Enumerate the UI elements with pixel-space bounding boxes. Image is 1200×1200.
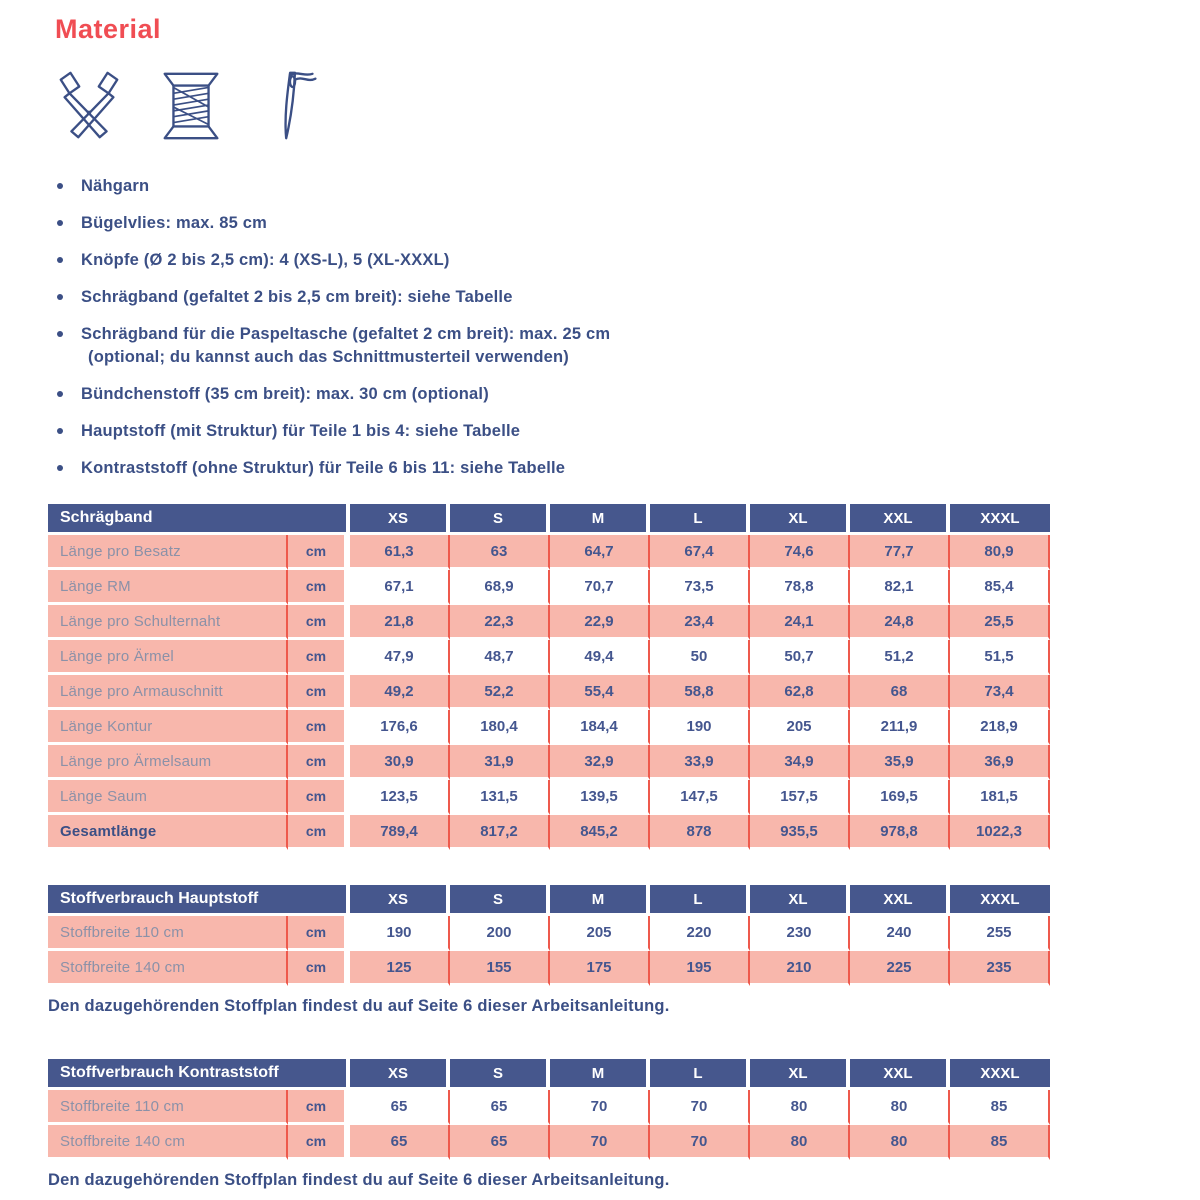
size-header-cell: XS: [350, 1059, 450, 1090]
list-item-text-line2: (optional; du kannst auch das Schnittmusterteil verwenden): [88, 348, 569, 366]
table-title-cell: Stoffverbrauch Kontraststoff: [48, 1059, 350, 1090]
row-label-cell: Länge Saum: [48, 780, 288, 815]
value-cell: 125: [350, 951, 450, 986]
value-cell: 30,9: [350, 745, 450, 780]
value-cell: 230: [750, 916, 850, 951]
value-cell: 50,7: [750, 640, 850, 675]
size-header-cell: S: [450, 504, 550, 535]
size-header-cell: XXL: [850, 1059, 950, 1090]
size-header-cell: XXXL: [950, 885, 1050, 916]
value-cell: 235: [950, 951, 1050, 986]
value-cell: 878: [650, 815, 750, 850]
value-cell: 62,8: [750, 675, 850, 710]
table-row: [48, 916, 1050, 951]
value-cell: 80: [750, 1090, 850, 1125]
bullet-dot-icon: [57, 465, 63, 471]
value-cell: 63: [450, 535, 550, 570]
value-cell: 58,8: [650, 675, 750, 710]
value-cell: 21,8: [350, 605, 450, 640]
value-cell: 61,3: [350, 535, 450, 570]
schraegband-table: [48, 504, 1050, 850]
value-cell: 22,3: [450, 605, 550, 640]
unit-cell: cm: [288, 640, 350, 675]
value-cell: 74,6: [750, 535, 850, 570]
row-label-cell: Stoffbreite 140 cm: [48, 951, 288, 986]
table-row: [48, 535, 1050, 570]
value-cell: 85: [950, 1090, 1050, 1125]
list-item: [48, 286, 1200, 309]
list-item: [48, 175, 1200, 198]
value-cell: 218,9: [950, 710, 1050, 745]
list-item-text: Bügelvlies: max. 85 cm: [81, 214, 267, 232]
size-header-cell: M: [550, 504, 650, 535]
value-cell: 180,4: [450, 710, 550, 745]
value-cell: 22,9: [550, 605, 650, 640]
unit-cell: cm: [288, 570, 350, 605]
value-cell: 181,5: [950, 780, 1050, 815]
stoffplan-note: Den dazugehörenden Stoffplan findest du auf Seite 6 dieser Arbeitsanleitung.: [48, 997, 670, 1015]
size-header-cell: M: [550, 885, 650, 916]
value-cell: 49,2: [350, 675, 450, 710]
table-row: [48, 815, 1050, 850]
unit-cell: cm: [288, 780, 350, 815]
row-label-cell: Stoffbreite 140 cm: [48, 1125, 288, 1160]
value-cell: 817,2: [450, 815, 550, 850]
size-header-cell: XXL: [850, 885, 950, 916]
list-item: [48, 420, 1200, 443]
unit-cell: cm: [288, 1125, 350, 1160]
row-label-cell: Länge pro Besatz: [48, 535, 288, 570]
value-cell: 147,5: [650, 780, 750, 815]
value-cell: 176,6: [350, 710, 450, 745]
material-icons-row: [50, 67, 1200, 145]
value-cell: 49,4: [550, 640, 650, 675]
row-label-cell: Länge pro Ärmel: [48, 640, 288, 675]
value-cell: 210: [750, 951, 850, 986]
value-cell: 48,7: [450, 640, 550, 675]
value-cell: 205: [550, 916, 650, 951]
row-label-cell: Gesamtlänge: [48, 815, 288, 850]
unit-cell: cm: [288, 675, 350, 710]
value-cell: 68,9: [450, 570, 550, 605]
value-cell: 80: [750, 1125, 850, 1160]
value-cell: 80: [850, 1125, 950, 1160]
stoffverbrauch-hauptstoff-table: [48, 885, 1050, 986]
value-cell: 65: [450, 1125, 550, 1160]
list-item-text: Schrägband (gefaltet 2 bis 2,5 cm breit): siehe Tabelle: [81, 288, 513, 306]
unit-cell: cm: [288, 745, 350, 780]
value-cell: 139,5: [550, 780, 650, 815]
list-item-text: Schrägband für die Paspeltasche (gefaltet 2 cm breit): max. 25 cm: [81, 325, 611, 343]
value-cell: 24,1: [750, 605, 850, 640]
value-cell: 25,5: [950, 605, 1050, 640]
value-cell: 70: [650, 1125, 750, 1160]
row-label-cell: Stoffbreite 110 cm: [48, 1090, 288, 1125]
table-row: [48, 605, 1050, 640]
value-cell: 33,9: [650, 745, 750, 780]
bullet-dot-icon: [57, 257, 63, 263]
value-cell: 225: [850, 951, 950, 986]
size-header-cell: XL: [750, 885, 850, 916]
table-title-cell: Schrägband: [48, 504, 350, 535]
row-label-cell: Länge Kontur: [48, 710, 288, 745]
bullet-dot-icon: [57, 428, 63, 434]
value-cell: 55,4: [550, 675, 650, 710]
table-row: [48, 1090, 1050, 1125]
stoffplan-note: Den dazugehörenden Stoffplan findest du auf Seite 6 dieser Arbeitsanleitung.: [48, 1171, 670, 1189]
material-list: [48, 175, 1200, 480]
value-cell: 24,8: [850, 605, 950, 640]
value-cell: 155: [450, 951, 550, 986]
bullet-dot-icon: [57, 183, 63, 189]
bullet-dot-icon: [57, 331, 63, 337]
value-cell: 50: [650, 640, 750, 675]
stoffverbrauch-kontraststoff-table: [48, 1059, 1050, 1160]
value-cell: 205: [750, 710, 850, 745]
unit-cell: cm: [288, 815, 350, 850]
list-item: [48, 383, 1200, 406]
table-row: [48, 745, 1050, 780]
value-cell: 77,7: [850, 535, 950, 570]
value-cell: 195: [650, 951, 750, 986]
row-label-cell: Länge pro Schulternaht: [48, 605, 288, 640]
size-header-cell: L: [650, 885, 750, 916]
size-header-cell: M: [550, 1059, 650, 1090]
row-label-cell: Stoffbreite 110 cm: [48, 916, 288, 951]
value-cell: 82,1: [850, 570, 950, 605]
value-cell: 32,9: [550, 745, 650, 780]
list-item-text: Bündchenstoff (35 cm breit): max. 30 cm (optional): [81, 385, 489, 403]
value-cell: 67,1: [350, 570, 450, 605]
value-cell: 845,2: [550, 815, 650, 850]
value-cell: 31,9: [450, 745, 550, 780]
value-cell: 64,7: [550, 535, 650, 570]
value-cell: 52,2: [450, 675, 550, 710]
list-item-text: Nähgarn: [81, 177, 150, 195]
list-item: [48, 457, 1200, 480]
value-cell: 70: [550, 1125, 650, 1160]
value-cell: 211,9: [850, 710, 950, 745]
value-cell: 190: [650, 710, 750, 745]
value-cell: 65: [450, 1090, 550, 1125]
size-header-cell: L: [650, 1059, 750, 1090]
row-label-cell: Länge RM: [48, 570, 288, 605]
value-cell: 175: [550, 951, 650, 986]
table-row: [48, 570, 1050, 605]
value-cell: 70: [650, 1090, 750, 1125]
value-cell: 184,4: [550, 710, 650, 745]
value-cell: 65: [350, 1125, 450, 1160]
unit-cell: cm: [288, 535, 350, 570]
list-item: [48, 323, 1200, 369]
table-row: [48, 640, 1050, 675]
list-item-text: Knöpfe (Ø 2 bis 2,5 cm): 4 (XS-L), 5 (XL-XXXL): [81, 251, 450, 269]
size-header-cell: XS: [350, 504, 450, 535]
bullet-dot-icon: [57, 294, 63, 300]
row-label-cell: Länge pro Ärmelsaum: [48, 745, 288, 780]
list-item: [48, 212, 1200, 235]
unit-cell: cm: [288, 916, 350, 951]
value-cell: 85,4: [950, 570, 1050, 605]
size-header-cell: XXXL: [950, 504, 1050, 535]
value-cell: 65: [350, 1090, 450, 1125]
size-header-cell: S: [450, 885, 550, 916]
value-cell: 80: [850, 1090, 950, 1125]
size-header-cell: XL: [750, 504, 850, 535]
unit-cell: cm: [288, 951, 350, 986]
bullet-dot-icon: [57, 220, 63, 226]
table-title-cell: Stoffverbrauch Hauptstoff: [48, 885, 350, 916]
bullet-dot-icon: [57, 391, 63, 397]
page-title: Material: [55, 14, 162, 44]
size-header-cell: L: [650, 504, 750, 535]
value-cell: 78,8: [750, 570, 850, 605]
value-cell: 80,9: [950, 535, 1050, 570]
value-cell: 85: [950, 1125, 1050, 1160]
value-cell: 935,5: [750, 815, 850, 850]
value-cell: 36,9: [950, 745, 1050, 780]
table-row: [48, 1125, 1050, 1160]
list-item-text: Kontraststoff (ohne Struktur) für Teile 6 bis 11: siehe Tabelle: [81, 459, 566, 477]
value-cell: 73,5: [650, 570, 750, 605]
value-cell: 67,4: [650, 535, 750, 570]
value-cell: 123,5: [350, 780, 450, 815]
size-header-cell: XXL: [850, 504, 950, 535]
unit-cell: cm: [288, 710, 350, 745]
thread-spool-icon: [152, 67, 230, 145]
table-row: [48, 710, 1050, 745]
table-row: [48, 675, 1050, 710]
size-header-cell: XXXL: [950, 1059, 1050, 1090]
value-cell: 70: [550, 1090, 650, 1125]
list-item: [48, 249, 1200, 272]
needle-icon: [254, 67, 332, 145]
value-cell: 157,5: [750, 780, 850, 815]
value-cell: 23,4: [650, 605, 750, 640]
value-cell: 68: [850, 675, 950, 710]
value-cell: 200: [450, 916, 550, 951]
table-row: [48, 951, 1050, 986]
value-cell: 1022,3: [950, 815, 1050, 850]
table-row: [48, 780, 1050, 815]
value-cell: 220: [650, 916, 750, 951]
value-cell: 73,4: [950, 675, 1050, 710]
unit-cell: cm: [288, 1090, 350, 1125]
scissors-icon: [50, 67, 128, 145]
value-cell: 34,9: [750, 745, 850, 780]
value-cell: 169,5: [850, 780, 950, 815]
list-item-text: Hauptstoff (mit Struktur) für Teile 1 bis 4: siehe Tabelle: [81, 422, 521, 440]
value-cell: 789,4: [350, 815, 450, 850]
value-cell: 131,5: [450, 780, 550, 815]
size-header-cell: XL: [750, 1059, 850, 1090]
unit-cell: cm: [288, 605, 350, 640]
size-header-cell: XS: [350, 885, 450, 916]
value-cell: 240: [850, 916, 950, 951]
size-header-cell: S: [450, 1059, 550, 1090]
value-cell: 35,9: [850, 745, 950, 780]
value-cell: 51,2: [850, 640, 950, 675]
value-cell: 255: [950, 916, 1050, 951]
value-cell: 47,9: [350, 640, 450, 675]
value-cell: 978,8: [850, 815, 950, 850]
value-cell: 70,7: [550, 570, 650, 605]
value-cell: 190: [350, 916, 450, 951]
value-cell: 51,5: [950, 640, 1050, 675]
row-label-cell: Länge pro Armauschnitt: [48, 675, 288, 710]
